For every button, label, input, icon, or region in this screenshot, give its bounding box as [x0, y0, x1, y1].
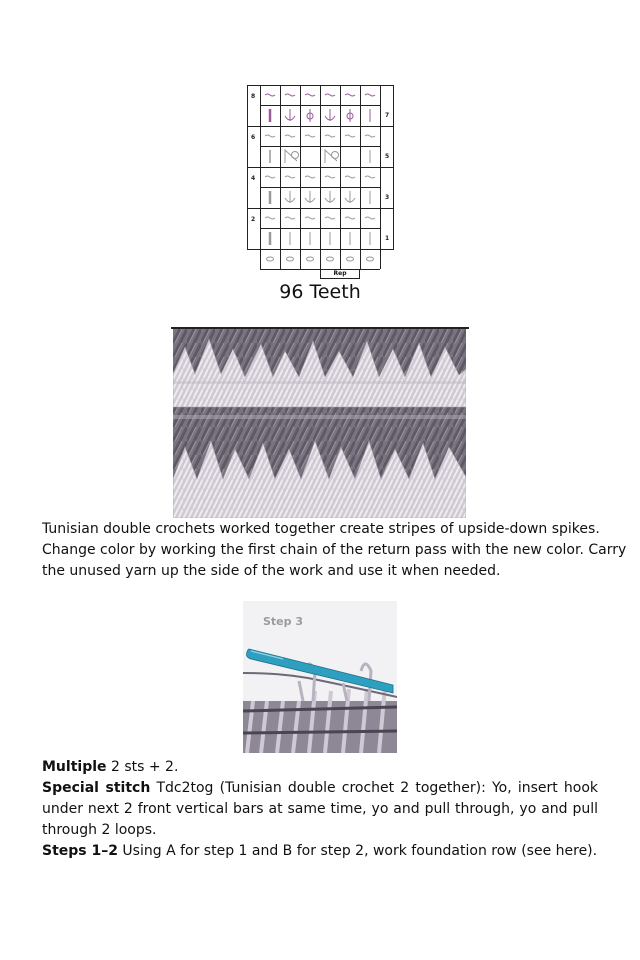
repeat-bracket — [320, 269, 360, 279]
row-number-4: 4 — [251, 175, 256, 182]
intro-line: Tunisian double crochets worked together create stripes of upside-down spikes. — [42, 521, 600, 537]
repeat-label: Rep — [333, 270, 347, 277]
row-number-3: 3 — [385, 194, 390, 201]
row-number-5: 5 — [385, 153, 390, 160]
row-1-stitch-icons — [270, 232, 370, 245]
intro-line: Change color by working the first chain of the return pass with the new color. Carry — [42, 542, 627, 558]
chart-symbols — [260, 85, 381, 270]
row-number-7: 7 — [385, 112, 390, 119]
step-3-photo — [243, 601, 397, 753]
instructions — [42, 757, 598, 862]
row-number-8: 8 — [251, 93, 256, 100]
row-6-return-icons — [265, 135, 375, 137]
chart-title: 96 Teeth — [279, 281, 361, 303]
swatch-photo — [173, 329, 466, 518]
row-4-return-icons — [265, 176, 375, 178]
row-number-6: 6 — [251, 134, 256, 141]
special-stitch-text: Tdc2tog (Tunisian double crochet 2 together): Yo, insert hook — [150, 780, 598, 796]
step-photo-image — [243, 601, 397, 753]
steps-1-2-line — [42, 841, 598, 862]
row-2-return-icons — [265, 217, 375, 219]
multiple-label: Multiple — [42, 759, 107, 775]
row-3-stitch-icons — [270, 191, 370, 204]
special-stitch-line: through 2 loops. — [42, 822, 157, 838]
row-number-2: 2 — [251, 216, 256, 223]
multiple-text: 2 sts + 2. — [106, 759, 179, 775]
chain-stitch-icons — [267, 257, 374, 261]
swatch-image — [173, 329, 466, 518]
special-stitch-line — [42, 778, 598, 799]
special-stitch-line: under next 2 front vertical bars at same time, yo and pull through, yo and pull — [42, 801, 598, 817]
row-8-return-icons — [265, 94, 375, 96]
row-number-1: 1 — [385, 235, 390, 242]
steps-1-2-text: Using A for step 1 and B for step 2, work foundation row (see here). — [117, 843, 598, 859]
multiple-line — [42, 757, 598, 778]
intro-line: the unused yarn up the side of the work and use it when needed. — [42, 563, 501, 579]
intro-paragraph — [42, 519, 627, 582]
stitch-chart — [247, 85, 394, 280]
row-5-stitch-icons — [270, 150, 370, 163]
step-label: Step 3 — [263, 615, 303, 628]
special-stitch-label: Special stitch — [42, 780, 151, 796]
row-7-stitch-icons — [270, 109, 370, 122]
steps-1-2-label: Steps 1–2 — [42, 843, 118, 859]
